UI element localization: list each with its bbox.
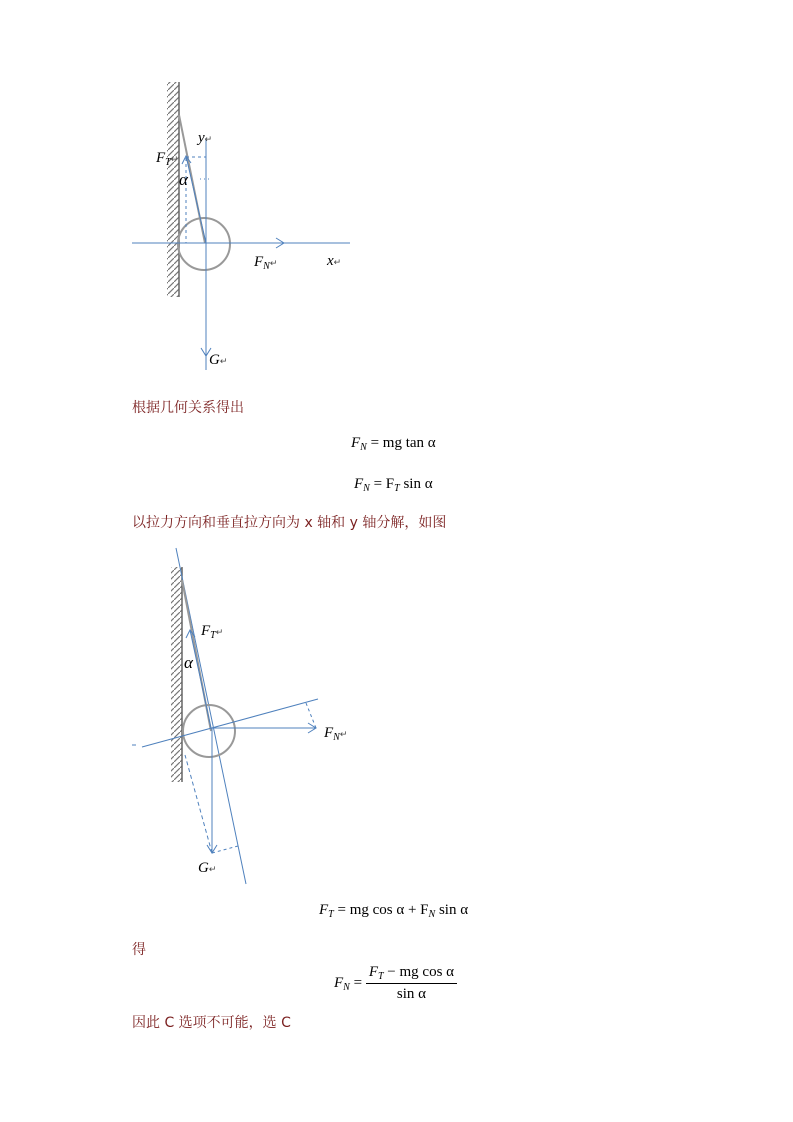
fig2-tension-label: $F_T↵$ — [201, 623, 224, 641]
equation-fn-ft-sin: $F_N = F_T$ sin α — [354, 476, 433, 494]
fig1-tension-label: $F_T↵$ — [156, 150, 179, 168]
tension-arrow — [190, 630, 211, 728]
paragraph-geometry: 根据几何关系得出 — [132, 400, 244, 416]
fig1-normal-label: $F_N↵$ — [254, 254, 278, 272]
normal-component-dashed — [306, 703, 316, 728]
paragraph-conclusion: 因此 C 选项不可能，选 C — [132, 1015, 291, 1031]
ball — [183, 705, 235, 757]
fraction: $\frac{F_T - mg \cos \alpha}{\text{sin α}}$ — [366, 964, 457, 1003]
equation-ft-balance: $F_T$ = mg $\cos \alpha + F_N$ sin α — [319, 902, 469, 920]
fig2-angle-label: α — [184, 653, 193, 672]
gravity-perp-dashed — [185, 755, 212, 853]
perpendicular-axis — [142, 699, 318, 747]
fig2-gravity-label: G↵ — [198, 860, 217, 876]
paragraph-therefore: 得 — [132, 942, 146, 958]
fig1-y-label: y↵ — [198, 130, 213, 146]
fig1-x-label: x↵ — [327, 253, 342, 269]
equation-fn-tan: $F_N$ = mg tan α — [351, 435, 436, 453]
fig2-normal-label: $F_N↵$ — [324, 725, 348, 743]
equation-fn-fraction: $F_N$ = $\frac{F_T - mg \cos \alpha}{\text{sin α}}$ — [334, 964, 457, 1003]
fig1-angle-label: α — [179, 170, 188, 189]
fig1-gravity-label: G↵ — [209, 352, 228, 368]
paragraph-decompose: 以拉力方向和垂直拉方向为 x 轴和 y 轴分解，如图 — [132, 515, 447, 531]
wall-hatching — [171, 567, 182, 782]
